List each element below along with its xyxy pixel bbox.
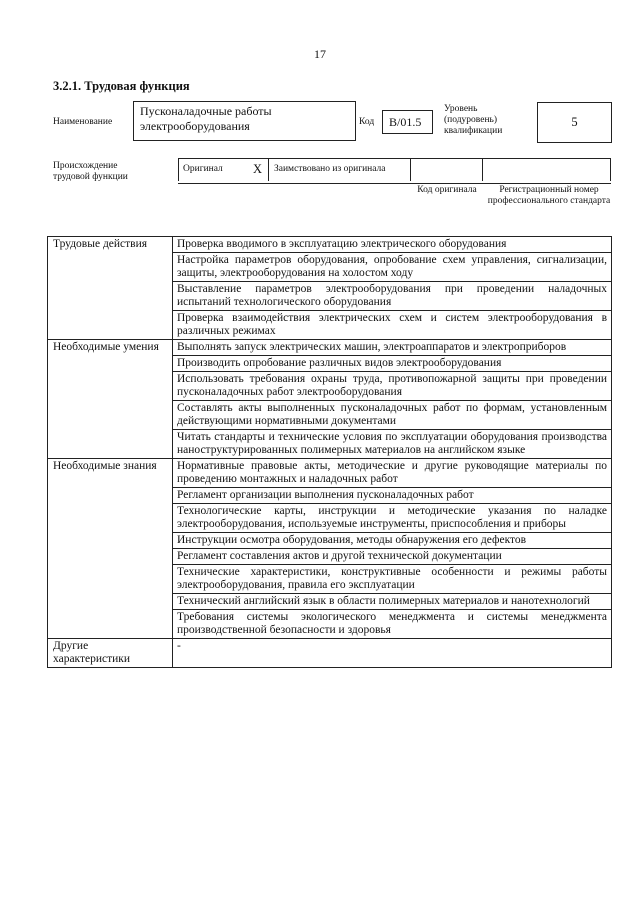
- category-cell: Необходимые умения: [48, 340, 173, 459]
- reg-number-caption: Регистрационный номер профессионального стандарта: [487, 185, 611, 206]
- code-value: B/01.5: [389, 115, 422, 129]
- section-title: 3.2.1. Трудовая функция: [53, 79, 190, 93]
- item-cell: Технологические карты, инструкции и методические указания по наладке электрооборудования, используемые инструменты, приспособления и приборы: [173, 504, 612, 533]
- code-original-caption: Код оригинала: [417, 185, 477, 195]
- item-cell: -: [173, 639, 612, 668]
- item-cell: Нормативные правовые акты, методические и другие руководящие материалы по проведению монтажных и наладочных работ: [173, 459, 612, 488]
- original-mark: X: [253, 162, 263, 176]
- item-cell: Выполнять запуск электрических машин, электроаппаратов и электроприборов: [173, 340, 612, 356]
- code-label: Код: [359, 117, 375, 127]
- function-name-value: Пусконаладочные работы электрооборудования: [140, 104, 272, 133]
- code-box: [382, 110, 433, 134]
- item-cell: Регламент организации выполнения пусконаладочных работ: [173, 488, 612, 504]
- item-cell: Проверка взаимодействия электрических схем и систем электрооборудования в различных режимах: [173, 311, 612, 340]
- function-name-box: [133, 101, 356, 141]
- name-label: Наименование: [53, 117, 113, 127]
- origin-row: [178, 158, 611, 184]
- item-cell: Производить опробование различных видов электрооборудования: [173, 356, 612, 372]
- item-cell: Проверка вводимого в эксплуатацию электрического оборудования: [173, 237, 612, 253]
- category-cell: Необходимые знания: [48, 459, 173, 639]
- item-cell: Технические характеристики, конструктивные особенности и режимы работы электрооборудования, правила его эксплуатации: [173, 565, 612, 594]
- table-row: [48, 237, 612, 253]
- item-cell: Настройка параметров оборудования, опробование схем управления, сигнализации, защиты, электрооборудования на холостом ходу: [173, 253, 612, 282]
- original-label: Оригинал: [183, 164, 223, 174]
- level-label: Уровень (подуровень) квалификации: [444, 104, 503, 136]
- item-cell: Выставление параметров электрооборудования при проведении наладочных испытаний технологического оборудования: [173, 282, 612, 311]
- table-row: [48, 340, 612, 356]
- table-row: [48, 459, 612, 488]
- category-cell: Другие характеристики: [48, 639, 173, 668]
- page-number: 17: [314, 47, 326, 61]
- item-cell: Использовать требования охраны труда, противопожарной защиты при проведении пусконаладочных работ электрооборудования: [173, 372, 612, 401]
- function-details-table: [47, 236, 612, 668]
- category-cell: Трудовые действия: [48, 237, 173, 340]
- item-cell: Регламент составления актов и другой технической документации: [173, 549, 612, 565]
- item-cell: Инструкции осмотра оборудования, методы обнаружения его дефектов: [173, 533, 612, 549]
- item-cell: Составлять акты выполненных пусконаладочных работ по формам, установленным действующими нормативными документами: [173, 401, 612, 430]
- level-value: 5: [571, 115, 578, 129]
- level-box: [537, 102, 612, 143]
- origin-label: Происхождение трудовой функции: [53, 161, 128, 182]
- item-cell: Читать стандарты и технические условия по эксплуатации оборудования производства наноструктурированных полимерных материалов на английском языке: [173, 430, 612, 459]
- item-cell: Требования системы экологического менеджмента и системы менеджмента производственной безопасности и здоровья: [173, 610, 612, 639]
- item-cell: Технический английский язык в области полимерных материалов и нанотехнологий: [173, 594, 612, 610]
- borrowed-label: Заимствовано из оригинала: [274, 164, 386, 174]
- table-row: [48, 639, 612, 668]
